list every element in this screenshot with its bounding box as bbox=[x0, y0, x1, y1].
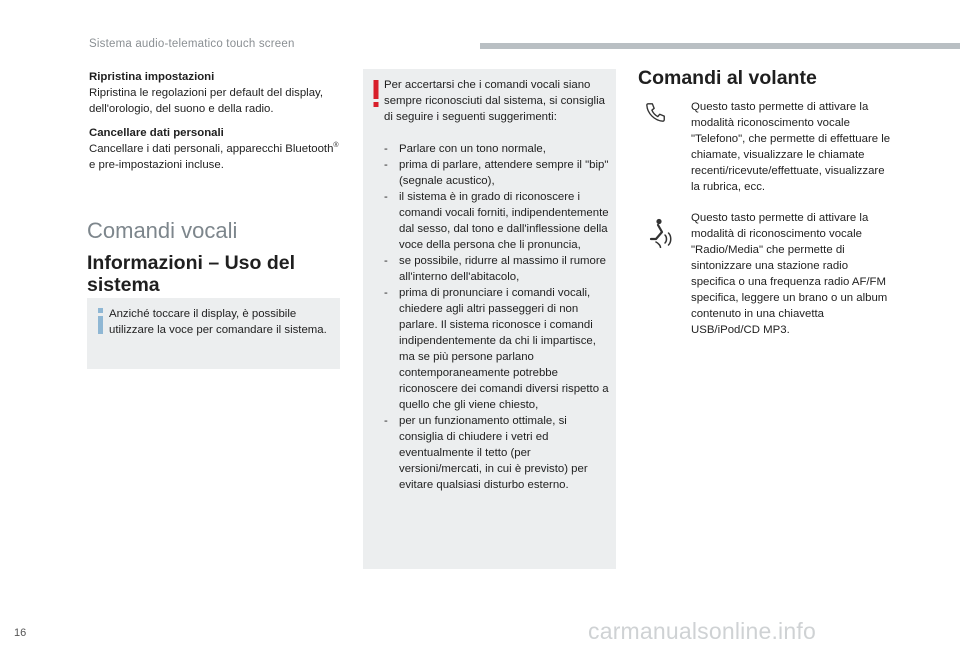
delete-text-b: e pre-impostazioni incluse. bbox=[89, 159, 224, 171]
voice-command-text: Questo tasto permette di attivare la modalità di riconoscimento vocale "Radio/Media" che permette di sintonizzare una stazione radio specifica o una frequenza radio AF/FM specifica, leggere un brano o un album contenuto in una chiavetta USB/iPod/CD MP3. bbox=[691, 212, 888, 336]
left-column bbox=[89, 69, 344, 181]
list-item: - prima di parlare, attendere sempre il "bip" (segnale acustico), bbox=[384, 157, 610, 189]
warning-intro: Per accertarsi che i comandi vocali siano sempre riconosciuti dal sistema, si consiglia di seguire i seguenti suggerimenti: bbox=[384, 79, 605, 123]
warning-icon bbox=[372, 80, 380, 108]
voice-command-icon bbox=[648, 218, 674, 248]
section-title: Comandi vocali bbox=[87, 218, 238, 243]
warning-list bbox=[384, 141, 610, 493]
warning-box bbox=[363, 69, 616, 569]
list-item: - Parlare con un tono normale, bbox=[384, 141, 610, 157]
registered-mark: ® bbox=[333, 142, 339, 150]
list-item: - se possibile, ridurre al massimo il rumore all'interno dell'abitacolo, bbox=[384, 253, 610, 285]
info-text: Anziché toccare il display, è possibile utilizzare la voce per comandare il sistema. bbox=[109, 308, 327, 336]
header-title: Sistema audio-telematico touch screen bbox=[89, 38, 295, 50]
reset-heading: Ripristina impostazioni bbox=[89, 71, 215, 83]
subsection-title: Informazioni – Uso del sistema bbox=[87, 252, 296, 296]
list-item: - per un funzionamento ottimale, si consiglia di chiudere i vetri ed eventualmente il tetto (per versioni/mercati, in cui è previsto) per evitare qualsiasi disturbo esterno. bbox=[384, 413, 610, 493]
reset-text: Ripristina le regolazioni per default del display, dell'orologio, del suono e della radio. bbox=[89, 87, 324, 115]
list-item: - prima di pronunciare i comandi vocali, chiedere agli altri passeggeri di non parlare. Il sistema riconosce i comandi indipendentemente da chi li impartisce, ma se più persone parlano contemporaneamente potrebbe riconoscere dei comandi diversi rispetto a quello che gli viene chiesto, bbox=[384, 285, 610, 413]
page-number: 16 bbox=[14, 627, 27, 639]
phone-text: Questo tasto permette di attivare la modalità riconoscimento vocale "Telefono", che permette di effettuare le chiamate, visualizzare le chiamate recenti/ricevute/effettuate, visualizzare la rubrica, ecc. bbox=[691, 101, 891, 193]
delete-text-a: Cancellare i dati personali, apparecchi Bluetooth bbox=[89, 143, 334, 155]
list-item: - il sistema è in grado di riconoscere i comandi vocali forniti, indipendentemente dal sesso, dal tono e dall'inflessione della voce della persona che li pronuncia, bbox=[384, 189, 610, 253]
steering-title: Comandi al volante bbox=[638, 67, 817, 89]
delete-heading: Cancellare dati personali bbox=[89, 127, 224, 139]
phone-icon bbox=[645, 101, 667, 123]
delete-text bbox=[89, 141, 344, 173]
info-icon bbox=[96, 308, 106, 334]
watermark: carmanualsonline.info bbox=[588, 618, 816, 644]
info-box bbox=[87, 298, 340, 369]
header-bar bbox=[480, 43, 960, 49]
